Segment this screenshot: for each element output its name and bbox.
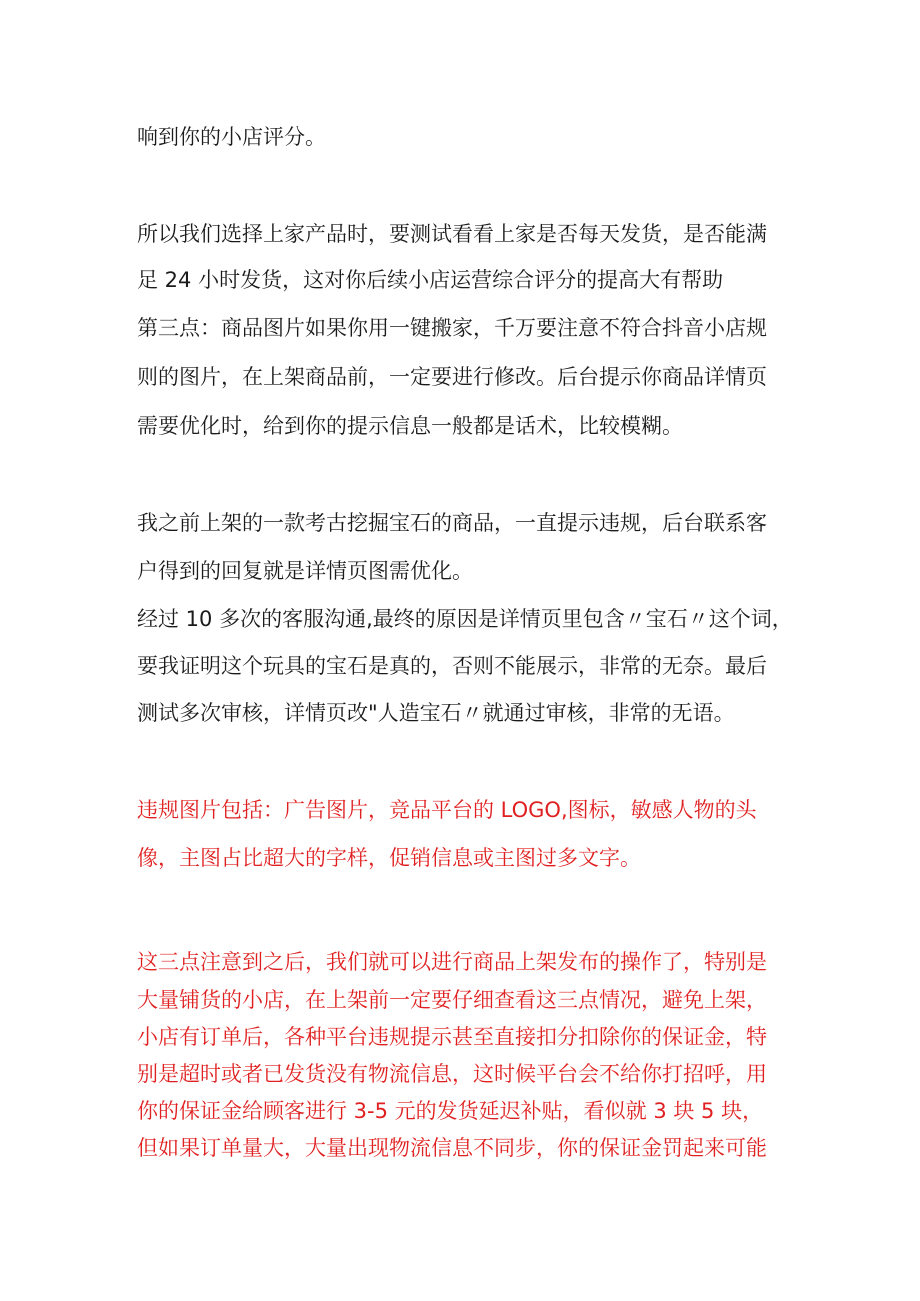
highlight-text-line: 别是超时或者已发货没有物流信息，这时候平台会不给你打招呼，用 <box>137 1062 767 1086</box>
text-line: 测试多次审核，详情页改"人造宝石〃就通过审核，非常的无语。 <box>137 701 735 725</box>
text-line: 足 24 小时发货，这对你后续小店运营综合评分的提高大有帮助 <box>137 268 724 292</box>
text-line: 要我证明这个玩具的宝石是真的，否则不能展示，非常的无奈。最后 <box>137 654 767 678</box>
highlight-text-line: 这三点注意到之后，我们就可以进行商品上架发布的操作了，特别是 <box>137 950 767 974</box>
text-line: 响到你的小店评分。 <box>137 125 326 149</box>
text-line: 需要优化时，给到你的提示信息一般都是话术，比较模糊。 <box>137 414 683 438</box>
highlight-text-line: 像，主图占比超大的字样，促销信息或主图过多文字。 <box>137 846 641 870</box>
highlight-text-line: 小店有订单后，各种平台违规提示甚至直接扣分扣除你的保证金，特 <box>137 1025 767 1049</box>
text-line: 第三点：商品图片如果你用一键搬家，千万要注意不符合抖音小店规 <box>137 316 767 340</box>
text-line: 所以我们选择上家产品时，要测试看看上家是否每天发货，是否能满 <box>137 222 767 246</box>
text-line: 户得到的回复就是详情页图需优化。 <box>137 559 473 583</box>
highlight-text-line: 违规图片包括：广告图片，竞品平台的 LOGO,图标，敏感人物的头 <box>137 798 757 822</box>
text-line: 则的图片，在上架商品前，一定要进行修改。后台提示你商品详情页 <box>137 365 767 389</box>
highlight-text-line: 你的保证金给顾客进行 3-5 元的发货延迟补贴，看似就 3 块 5 块， <box>137 1099 764 1123</box>
highlight-text-line: 大量铺货的小店，在上架前一定要仔细查看这三点情况，避免上架， <box>137 988 767 1012</box>
text-line: 经过 10 多次的客服沟通,最终的原因是详情页里包含〃宝石〃这个词， <box>137 607 793 631</box>
highlight-text-line: 但如果订单量大，大量出现物流信息不同步，你的保证金罚起来可能 <box>137 1136 767 1160</box>
text-line: 我之前上架的一款考古挖掘宝石的商品，一直提示违规，后台联系客 <box>137 511 767 535</box>
